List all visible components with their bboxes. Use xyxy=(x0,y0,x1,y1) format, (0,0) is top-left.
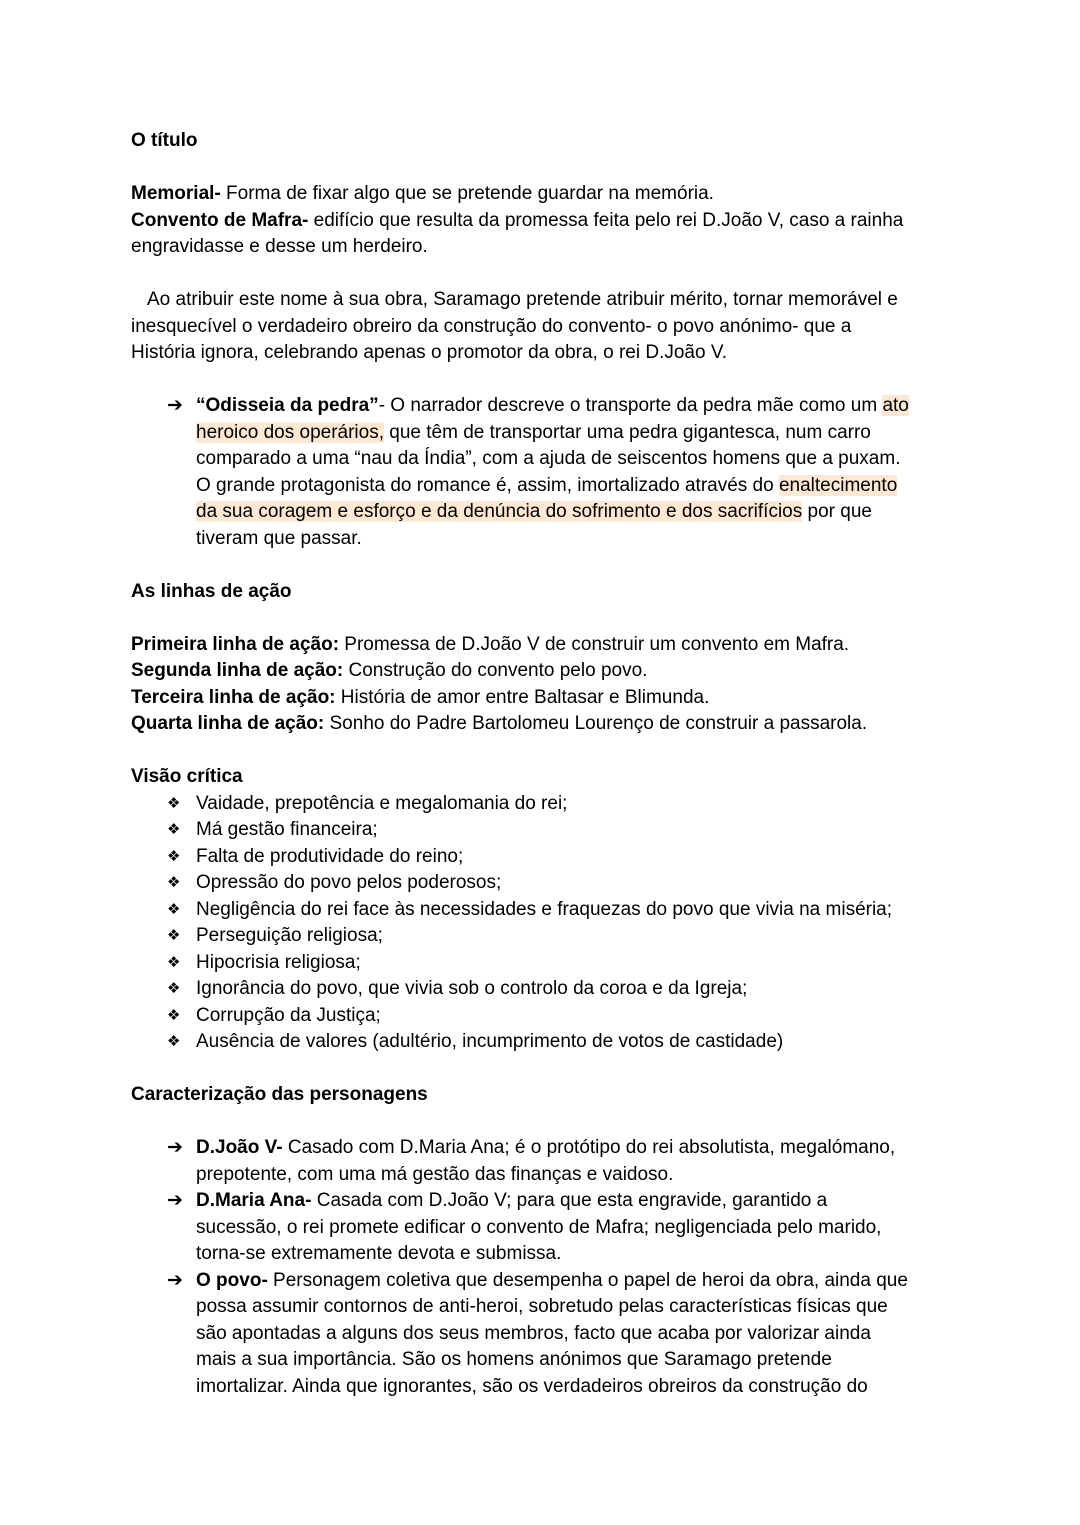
list-item: ❖ Opressão do povo pelos poderosos; xyxy=(167,870,951,897)
list-item: ❖ Falta de produtividade do reino; xyxy=(167,844,951,871)
diamond-bullet-icon: ❖ xyxy=(167,821,181,838)
memorial-label: Memorial- xyxy=(131,183,221,204)
paragraph-line: inesquecível o verdadeiro obreiro da construção do convento- o povo anónimo- que a xyxy=(131,315,852,337)
odisseia-label: “Odisseia da pedra” xyxy=(196,395,379,416)
diamond-bullet-icon: ❖ xyxy=(167,980,181,997)
list-item: ❖ Corrupção da Justiça; xyxy=(167,1003,951,1030)
list-item: ❖ Ignorância do povo, que vivia sob o controlo da coroa e da Igreja; xyxy=(167,976,951,1003)
linha-acao-3: Terceira linha de ação: História de amor entre Baltasar e Blimunda. xyxy=(131,686,710,708)
djoao-label: D.João V- xyxy=(196,1137,283,1158)
document-page xyxy=(131,128,951,1400)
povo-label: O povo- xyxy=(196,1269,268,1291)
convento-definition: Convento de Mafra- edifício que resulta da promessa feita pelo rei D.João V, caso a rainha xyxy=(131,209,904,231)
list-item: ❖ Má gestão financeira; xyxy=(167,817,951,844)
linha-acao-4: Quarta linha de ação: Sonho do Padre Bartolomeu Lourenço de construir a passarola. xyxy=(131,713,868,734)
highlighted-text: da sua coragem e esforço e da denúncia do sofrimento e dos sacrifícios xyxy=(196,501,803,522)
arrow-list-odisseia xyxy=(167,393,951,552)
linha-acao-1: Primeira linha de ação: Promessa de D.João V de construir um convento em Mafra. xyxy=(131,633,850,655)
arrow-right-icon: ➔ xyxy=(167,1269,183,1291)
list-item: ➔ O povo- Personagem coletiva que desempenha o papel de heroi da obra, ainda que possa assumir contornos de anti-heroi, sobretudo pelas características físicas que são apontadas a alguns dos seus membros, facto que acaba por valorizar ainda mais a sua importância. São os homens anónimos que Saramago pretende imortalizar. Ainda que ignorantes, são os verdadeiros obreiros da construção do xyxy=(167,1269,908,1397)
list-item: ❖ Ausência de valores (adultério, incumprimento de votos de castidade) xyxy=(167,1029,951,1056)
dmaria-label: D.Maria Ana- xyxy=(196,1190,312,1211)
convento-definition-cont: engravidasse e desse um herdeiro. xyxy=(131,236,428,257)
arrow-right-icon: ➔ xyxy=(167,395,183,416)
list-item: ❖ Vaidade, prepotência e megalomania do rei; xyxy=(167,791,951,818)
list-item: ❖ Hipocrisia religiosa; xyxy=(167,950,951,977)
linha-acao-2: Segunda linha de ação: Construção do convento pelo povo. xyxy=(131,660,648,681)
diamond-bullet-icon: ❖ xyxy=(167,900,181,918)
diamond-bullet-icon: ❖ xyxy=(167,1033,181,1050)
list-item: ➔ “Odisseia da pedra”- O narrador descreve o transporte da pedra mãe como um ato heroico dos operários, que têm de transportar uma pedra gigantesca, num carro comparado a uma “nau da Índia”, com a ajuda de seiscentos homens que a puxam. O grande protagonista do romance é, assim, imortalizado através do enaltecimento da sua coragem e esforço e da denúncia do sofrimento e dos sacrifícios por que tiveram que passar. xyxy=(167,395,909,549)
list-item: ➔ D.Maria Ana- Casada com D.João V; para que esta engravide, garantido a sucessão, o rei promete edificar o convento de Mafra; negligenciada pelo marido, torna-se extremamente devota e submissa. xyxy=(167,1190,882,1264)
section-heading-personagens: Caracterização das personagens xyxy=(131,1084,428,1105)
convento-label: Convento de Mafra- xyxy=(131,209,309,231)
arrow-right-icon: ➔ xyxy=(167,1190,183,1211)
arrow-list-personagens xyxy=(167,1135,951,1400)
paragraph-line: História ignora, celebrando apenas o promotor da obra, o rei D.João V. xyxy=(131,342,728,363)
diamond-bullet-icon: ❖ xyxy=(167,794,181,812)
highlighted-text: enaltecimento xyxy=(778,474,898,496)
visao-critica-list xyxy=(167,791,951,1056)
diamond-bullet-icon: ❖ xyxy=(167,874,181,891)
list-item: ➔ D.João V- Casado com D.Maria Ana; é o protótipo do rei absolutista, megalómano, prepotente, com uma má gestão das finanças e vaidoso. xyxy=(167,1137,896,1185)
list-item: ❖ Perseguição religiosa; xyxy=(167,923,951,950)
paragraph-line: Ao atribuir este nome à sua obra, Saramago pretende atribuir mérito, tornar memorável e xyxy=(147,289,898,310)
section-heading-visao: Visão crítica xyxy=(131,766,243,787)
diamond-bullet-icon: ❖ xyxy=(167,927,181,944)
section-heading-titulo: O título xyxy=(131,130,198,151)
section-heading-linhas: As linhas de ação xyxy=(131,580,292,602)
highlighted-text: ato xyxy=(882,395,909,416)
arrow-right-icon: ➔ xyxy=(167,1137,183,1158)
highlighted-text: heroico dos operários, xyxy=(196,421,384,443)
memorial-definition: Memorial- Forma de fixar algo que se pretende guardar na memória. xyxy=(131,183,714,204)
diamond-bullet-icon: ❖ xyxy=(167,1006,181,1024)
list-item: ❖ Negligência do rei face às necessidades e fraquezas do povo que vivia na miséria; xyxy=(167,897,951,924)
diamond-bullet-icon: ❖ xyxy=(167,953,181,971)
diamond-bullet-icon: ❖ xyxy=(167,847,181,865)
